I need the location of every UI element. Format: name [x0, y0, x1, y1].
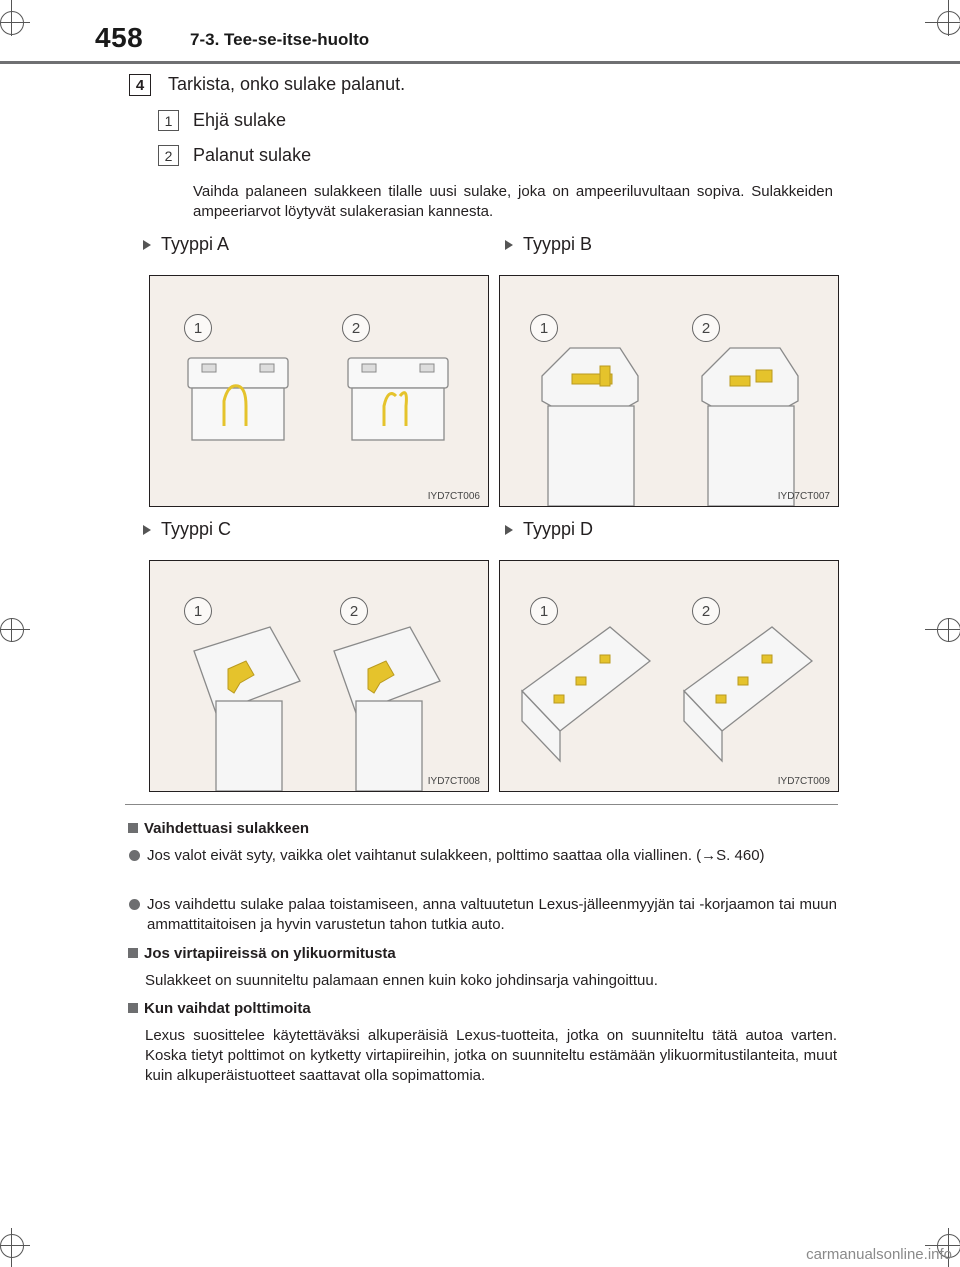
item-label-1: Ehjä sulake	[193, 110, 287, 130]
step-note: Vaihda palaneen sulakkeen tilalle uusi sulake, joka on ampeeriluvultaan sopiva. Sulakkeiden ampeeriarvot löytyvät sulakerasian kannesta.	[193, 183, 833, 220]
section-bullet-2: Jos vaihdettu sulake palaa toistamiseen, anna valtuutetun Lexus-jälleenmyyjän tai -korjaamon tai muun ammattitaitoisen ja hyvin varustetun tahon tutkia auto.	[147, 896, 837, 933]
step-text: Tarkista, onko sulake palanut.	[168, 74, 406, 94]
figure-code: IYD7CT008	[427, 776, 480, 787]
section-bullet-1: Jos valot eivät syty, vaikka olet vaihtanut sulakkeen, polttimo saattaa olla viallinen. (→S. 460)	[147, 847, 765, 864]
figure-label-d: Tyyppi D	[505, 519, 593, 540]
callout-2: 2	[692, 597, 720, 625]
section-text-replacing-bulbs: Lexus suosittelee käytettäväksi alkuperäisiä Lexus-tuotteita, jotka on suunniteltu tätä autoa varten. Koska tietyt polttimot on kytketty virtapiireihin, jotka on suunniteltu estämään ylikuormitustilanteita, muut kuin alkuperäistuotteet saattavat olla sopimattomia.	[145, 1027, 837, 1084]
section-title-replacing-bulbs: Kun vaihdat polttimoita	[128, 1000, 311, 1017]
bullet-dot-icon	[129, 850, 140, 861]
fuse-type-c-illustration	[150, 561, 488, 791]
figure-code: IYD7CT009	[777, 776, 830, 787]
square-bullet-icon	[128, 948, 138, 958]
fuse-type-b-illustration	[500, 276, 838, 506]
section-divider	[125, 804, 838, 805]
fuse-type-a-illustration	[150, 276, 488, 506]
figure-label-b: Tyyppi B	[505, 234, 592, 255]
arrow-icon	[143, 525, 151, 535]
square-bullet-icon	[128, 823, 138, 833]
chapter-title: 7-3. Tee-se-itse-huolto	[190, 30, 370, 49]
figure-code: IYD7CT006	[427, 491, 480, 502]
step-number: 4	[129, 74, 151, 96]
callout-1: 1	[530, 597, 558, 625]
figure-code: IYD7CT007	[777, 491, 830, 502]
watermark: carmanualsonline.info	[806, 1246, 952, 1263]
section-text-overload: Sulakkeet on suunniteltu palamaan ennen kuin koko johdinsarja vahingoittuu.	[145, 972, 658, 989]
figure-label-a: Tyyppi A	[143, 234, 229, 255]
figure-label-c: Tyyppi C	[143, 519, 231, 540]
callout-1: 1	[184, 314, 212, 342]
page-number: 458	[95, 22, 144, 53]
figure-panel-type-b	[499, 275, 839, 507]
item-number-1: 1	[158, 110, 179, 131]
item-number-2: 2	[158, 145, 179, 166]
header-rule	[0, 61, 960, 64]
bullet-dot-icon	[129, 899, 140, 910]
callout-2: 2	[342, 314, 370, 342]
item-label-2: Palanut sulake	[193, 145, 312, 165]
arrow-icon	[505, 525, 513, 535]
arrow-icon	[143, 240, 151, 250]
callout-1: 1	[530, 314, 558, 342]
figure-panel-type-c	[149, 560, 489, 792]
figure-panel-type-d	[499, 560, 839, 792]
section-title-overload: Jos virtapiireissä on ylikuormitusta	[128, 945, 396, 962]
callout-1: 1	[184, 597, 212, 625]
figure-panel-type-a	[149, 275, 489, 507]
callout-2: 2	[692, 314, 720, 342]
section-title-after-replacing: Vaihdettuasi sulakkeen	[128, 820, 309, 837]
callout-2: 2	[340, 597, 368, 625]
square-bullet-icon	[128, 1003, 138, 1013]
arrow-icon	[505, 240, 513, 250]
fuse-type-d-illustration	[500, 561, 838, 791]
